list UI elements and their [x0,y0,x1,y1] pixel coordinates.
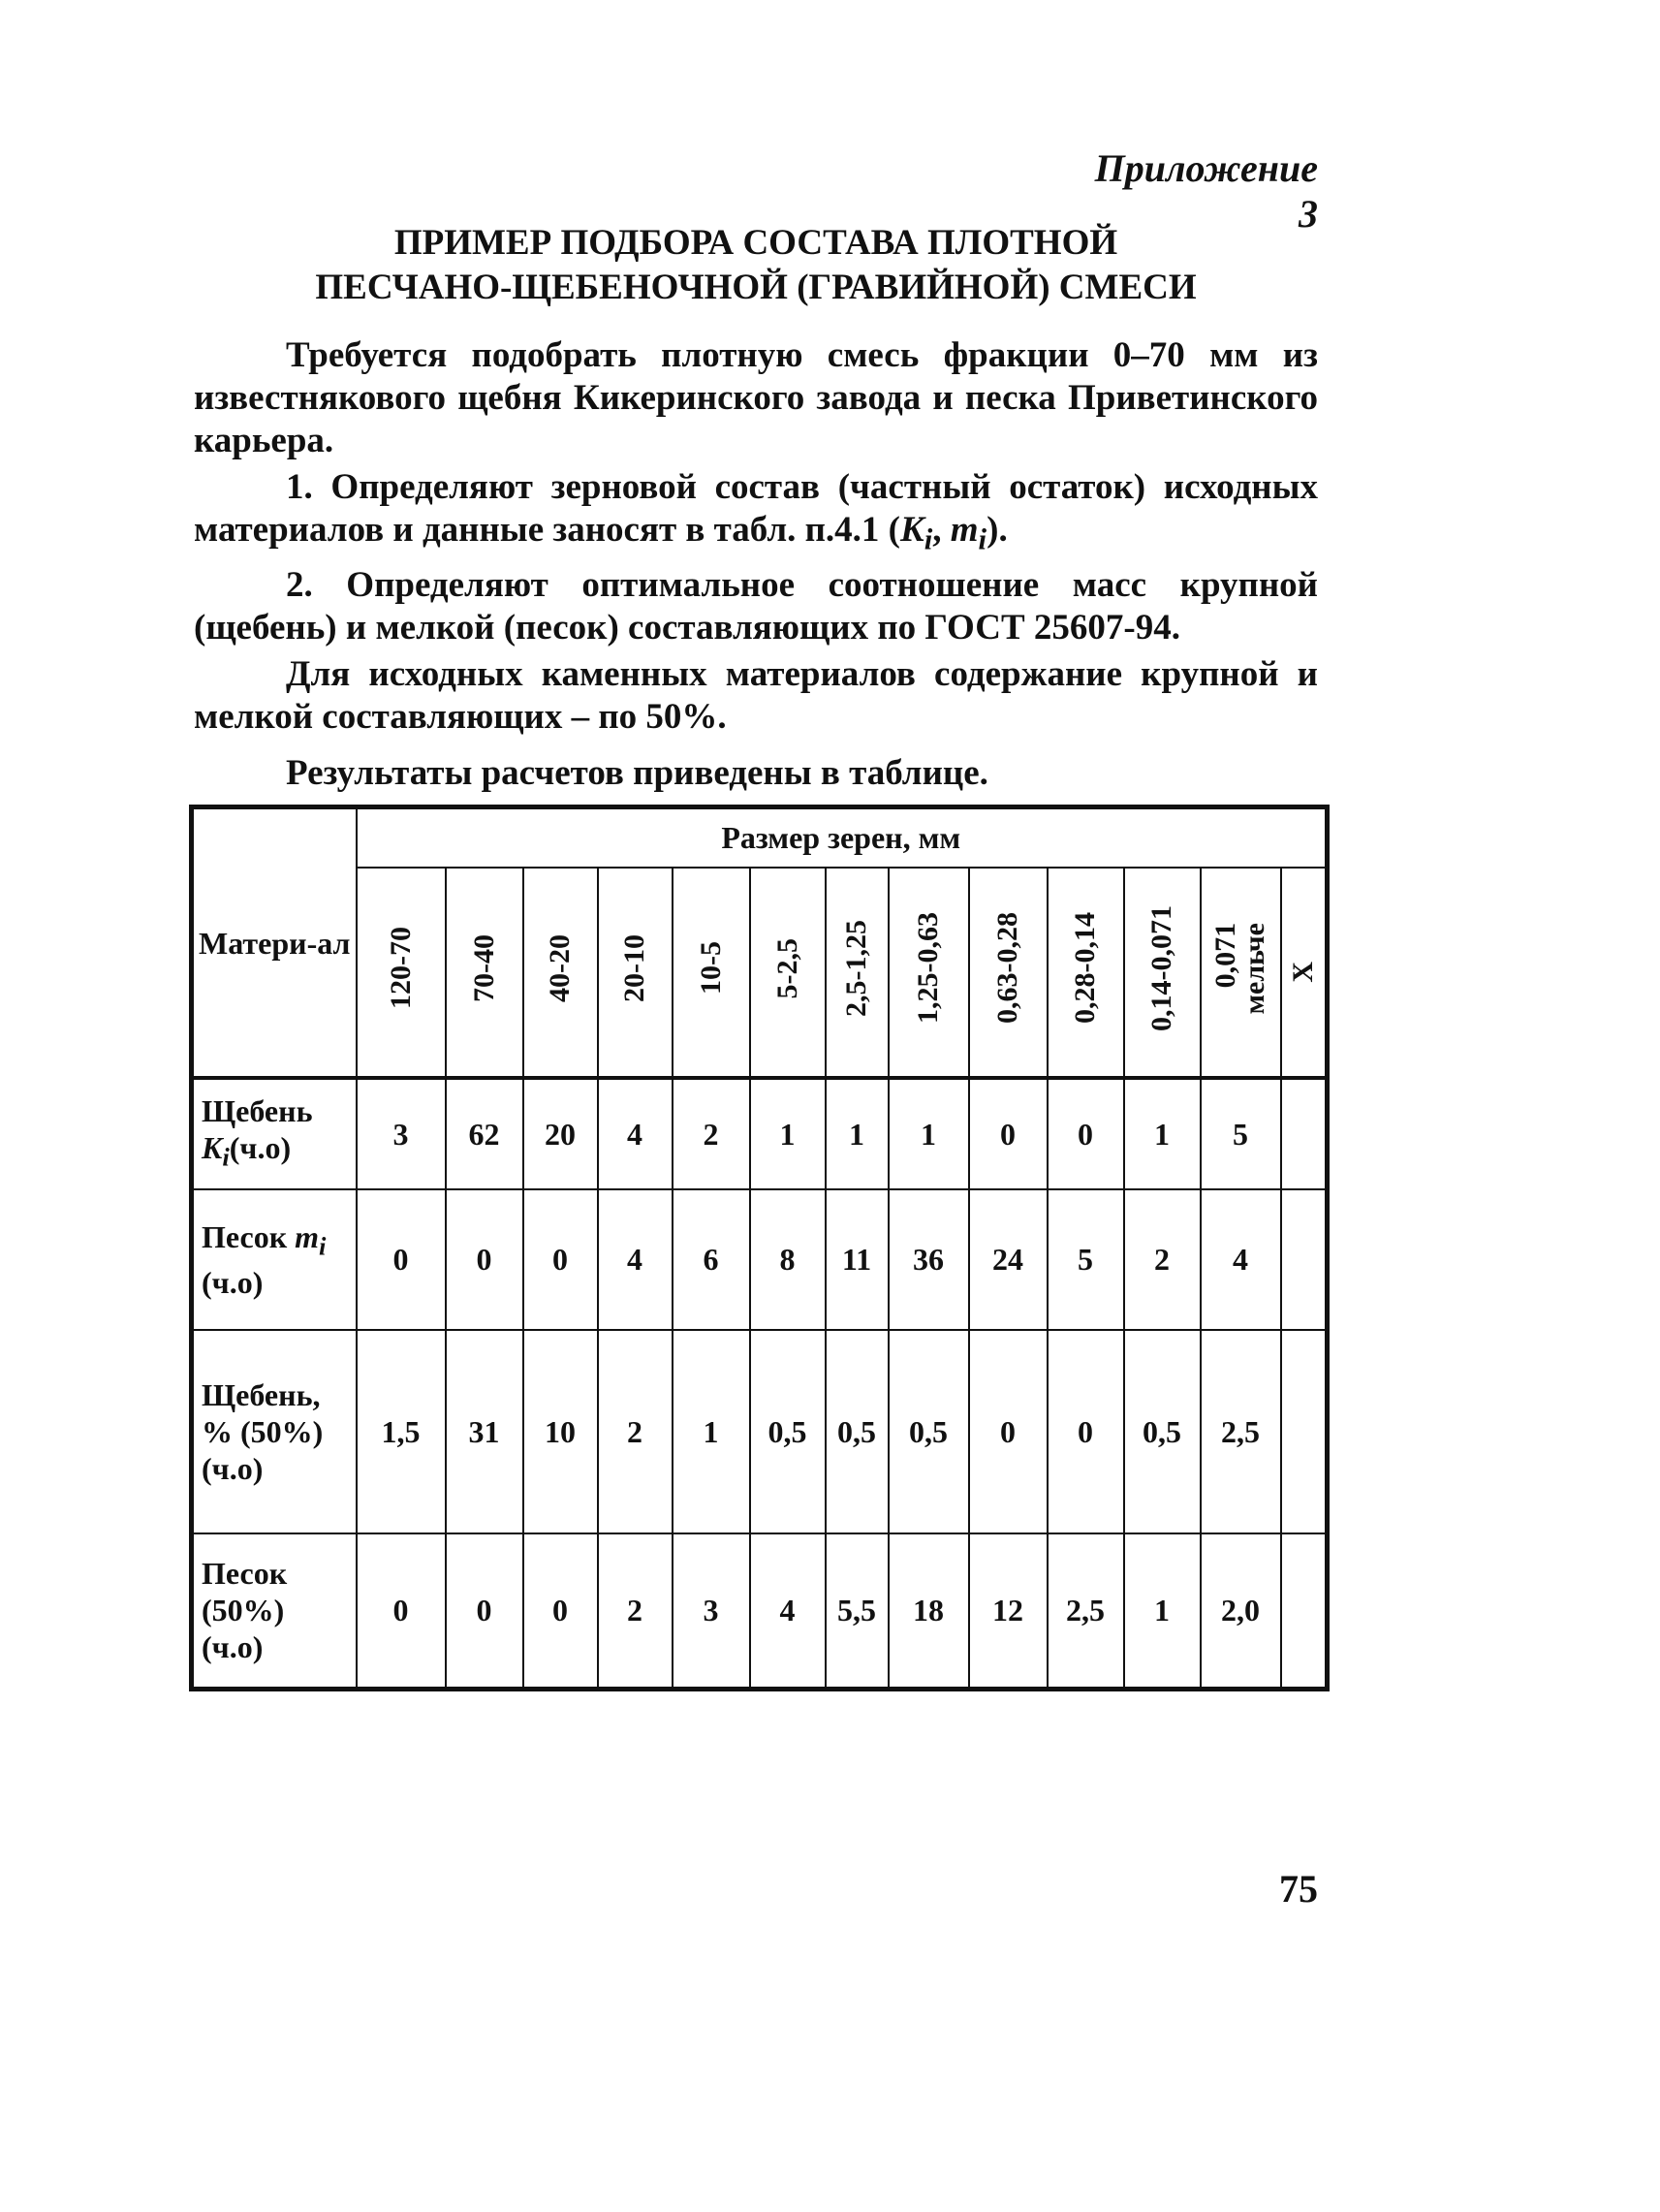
table-cell: 1 [673,1330,750,1533]
paragraph-3: 2. Определяют оптимальное соотношение масс крупной (щебень) и мелкой (песок) составляющих по ГОСТ 25607-94. [194,565,1318,648]
table-cell: 12 [969,1533,1048,1689]
table-cell: 2,0 [1201,1533,1281,1689]
table-cell: 18 [889,1533,969,1689]
table-cell: 2 [673,1078,750,1189]
appendix-label: Приложение 3 [1094,146,1318,236]
title-line-2: ПЕСЧАНО-ЩЕБЕНОЧНОЙ (ГРАВИЙНОЙ) СМЕСИ [315,268,1197,307]
page-title [194,221,1318,310]
size-col-4: 20-10 [598,868,673,1078]
table-cell: 1 [826,1078,889,1189]
table-cell: 62 [446,1078,523,1189]
table-cell [1281,1533,1328,1689]
table-cell: 0 [446,1189,523,1330]
table-cell [1281,1330,1328,1533]
grain-size-table [189,805,1330,1691]
m-symbol: m [950,510,979,550]
row-label-crushed-stone: Щебень $K_i(ч.о)$ [192,1078,357,1189]
paragraph-2 [194,466,1318,560]
size-col-9: 0,63-0,28 [969,868,1048,1078]
size-header: Размер зерен, мм [357,807,1328,868]
table-cell: 20 [523,1078,598,1189]
table-cell: 4 [750,1533,826,1689]
table-cell: 10 [523,1330,598,1533]
paragraph-4: Для исходных каменных материалов содержание крупной и мелкой составляющих – по 50%. [194,654,1318,738]
table-cell: 0 [523,1189,598,1330]
m-subscript: i [978,522,987,556]
table-cell: 0,5 [1124,1330,1201,1533]
row-label-crushed-stone-50: Щебень, % (50%) (ч.о) [192,1330,357,1533]
row-label-sand-50: Песок (50%) (ч.о) [192,1533,357,1689]
size-col-x: X [1281,868,1328,1078]
table-cell: 2,5 [1201,1330,1281,1533]
paragraph-5: Результаты расчетов приведены в таблице. [286,753,988,794]
symbol-separator: , [932,510,951,550]
size-col-8: 1,25-0,63 [889,868,969,1078]
paragraph-2-text: 1. Определяют зерновой состав (частный остаток) исходных материалов и данные заносят в табл. п.4.1 ( [194,467,1318,550]
table-cell: 0 [969,1078,1048,1189]
table-cell: 2 [598,1533,673,1689]
table-row [192,1533,1328,1689]
table-cell: 5 [1048,1189,1124,1330]
size-col-12: мельче 0,071 [1201,868,1281,1078]
body-text [194,334,1318,799]
table-cell: 1 [1124,1533,1201,1689]
table-cell: 0 [523,1533,598,1689]
size-col-2: 70-40 [446,868,523,1078]
table-row [192,1078,1328,1189]
table-cell: 3 [673,1533,750,1689]
table-cell: 6 [673,1189,750,1330]
table-cell: 1 [750,1078,826,1189]
table-cell: 4 [598,1189,673,1330]
table-cell: 24 [969,1189,1048,1330]
size-col-11: 0,14-0,071 [1124,868,1201,1078]
k-subscript: i [924,522,933,556]
size-col-3: 40-20 [523,868,598,1078]
table-cell: 1 [889,1078,969,1189]
table-cell: 2 [598,1330,673,1533]
table-cell: 5,5 [826,1533,889,1689]
table-row [192,1330,1328,1533]
table-cell: 11 [826,1189,889,1330]
table-cell: 3 [357,1078,446,1189]
paragraph-2-end: ). [987,510,1008,550]
size-col-10: 0,28-0,14 [1048,868,1124,1078]
table-cell: 0 [1048,1078,1124,1189]
table-cell: 2,5 [1048,1533,1124,1689]
size-col-5: 10-5 [673,868,750,1078]
size-col-7: 2,5-1,25 [826,868,889,1078]
k-symbol: K [900,510,924,550]
table-cell: 0 [1048,1330,1124,1533]
page-number: 75 [1279,1867,1318,1911]
table-cell: 1 [1124,1078,1201,1189]
table-cell [1281,1189,1328,1330]
size-col-1: 120-70 [357,868,446,1078]
table-cell: 0,5 [826,1330,889,1533]
table-cell: 36 [889,1189,969,1330]
table-cell: 0 [446,1533,523,1689]
table-cell: 0 [969,1330,1048,1533]
table-cell [1281,1078,1328,1189]
table-cell: 4 [1201,1189,1281,1330]
paragraph-1: Требуется подобрать плотную смесь фракции 0–70 мм из известнякового щебня Кикеринского завода и песка Приветинского карьера. [194,335,1318,460]
table-cell: 0,5 [750,1330,826,1533]
size-col-6: 5-2,5 [750,868,826,1078]
table-cell: 0 [357,1533,446,1689]
table-cell: 8 [750,1189,826,1330]
table-row [192,1189,1328,1330]
table-cell: 0 [357,1189,446,1330]
table-cell: 2 [1124,1189,1201,1330]
table-cell: 0,5 [889,1330,969,1533]
material-header: Матери-ал [192,807,357,1079]
table-cell: 5 [1201,1078,1281,1189]
row-label-sand: Песок $m_i$ (ч.о) [192,1189,357,1330]
title-line-1: ПРИМЕР ПОДБОРА СОСТАВА ПЛОТНОЙ [393,223,1118,263]
table-cell: 4 [598,1078,673,1189]
table-cell: 1,5 [357,1330,446,1533]
table-cell: 31 [446,1330,523,1533]
